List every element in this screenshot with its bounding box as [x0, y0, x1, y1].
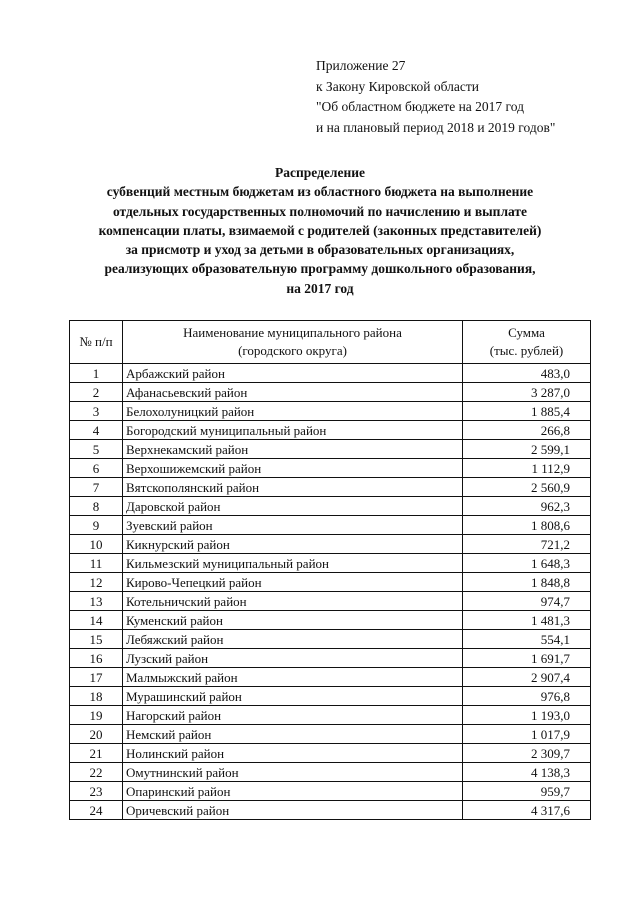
- row-amount: 2 907,4: [463, 668, 591, 687]
- row-amount: 1 848,8: [463, 573, 591, 592]
- row-amount: 1 648,3: [463, 554, 591, 573]
- header-name-line2: (городского округа): [238, 343, 347, 358]
- title-line: на 2017 год: [286, 280, 354, 296]
- row-number: 4: [70, 421, 123, 440]
- row-number: 5: [70, 440, 123, 459]
- header-name: [123, 321, 463, 364]
- table-row: [70, 478, 591, 497]
- row-district-name: Немский район: [123, 725, 463, 744]
- row-number: 18: [70, 687, 123, 706]
- row-district-name: Лебяжский район: [123, 630, 463, 649]
- table-row: [70, 535, 591, 554]
- header-sum-line2: (тыс. рублей): [489, 343, 564, 358]
- row-amount: 959,7: [463, 782, 591, 801]
- appendix-number: Приложение 27: [316, 58, 406, 73]
- row-amount: 962,3: [463, 497, 591, 516]
- table-row: [70, 573, 591, 592]
- table-row: [70, 649, 591, 668]
- table-row: [70, 402, 591, 421]
- row-number: 15: [70, 630, 123, 649]
- row-district-name: Мурашинский район: [123, 687, 463, 706]
- row-amount: 974,7: [463, 592, 591, 611]
- row-district-name: Кикнурский район: [123, 535, 463, 554]
- distribution-table: [69, 320, 591, 820]
- row-number: 1: [70, 364, 123, 383]
- row-number: 17: [70, 668, 123, 687]
- table-row: [70, 459, 591, 478]
- row-amount: 1 193,0: [463, 706, 591, 725]
- table-row: [70, 554, 591, 573]
- header-sum-line1: Сумма: [508, 325, 545, 340]
- header-sum: [463, 321, 591, 364]
- row-district-name: Верхнекамский район: [123, 440, 463, 459]
- row-amount: 721,2: [463, 535, 591, 554]
- header-name-line1: Наименование муниципального района: [183, 325, 402, 340]
- row-district-name: Оричевский район: [123, 801, 463, 820]
- row-amount: 554,1: [463, 630, 591, 649]
- table-header-row: [70, 321, 591, 364]
- row-amount: 976,8: [463, 687, 591, 706]
- row-number: 20: [70, 725, 123, 744]
- row-district-name: Нагорский район: [123, 706, 463, 725]
- row-district-name: Кирово-Чепецкий район: [123, 573, 463, 592]
- row-number: 23: [70, 782, 123, 801]
- row-district-name: Малмыжский район: [123, 668, 463, 687]
- row-number: 3: [70, 402, 123, 421]
- table-row: [70, 687, 591, 706]
- table-row: [70, 440, 591, 459]
- row-number: 6: [70, 459, 123, 478]
- row-number: 12: [70, 573, 123, 592]
- table-row: [70, 706, 591, 725]
- row-amount: 3 287,0: [463, 383, 591, 402]
- row-amount: 1 808,6: [463, 516, 591, 535]
- row-amount: 1 112,9: [463, 459, 591, 478]
- row-amount: 4 138,3: [463, 763, 591, 782]
- row-amount: 483,0: [463, 364, 591, 383]
- table-row: [70, 744, 591, 763]
- table-row: [70, 383, 591, 402]
- table-row: [70, 611, 591, 630]
- row-number: 9: [70, 516, 123, 535]
- row-district-name: Омутнинский район: [123, 763, 463, 782]
- table-row: [70, 782, 591, 801]
- table-row: [70, 668, 591, 687]
- row-district-name: Лузский район: [123, 649, 463, 668]
- row-number: 11: [70, 554, 123, 573]
- table-row: [70, 801, 591, 820]
- row-number: 13: [70, 592, 123, 611]
- table-row: [70, 725, 591, 744]
- title-line: компенсации платы, взимаемой с родителей (законных представителей): [98, 222, 542, 238]
- row-amount: 2 309,7: [463, 744, 591, 763]
- row-district-name: Афанасьевский район: [123, 383, 463, 402]
- table-row: [70, 421, 591, 440]
- row-number: 10: [70, 535, 123, 554]
- title-line: субвенций местным бюджетам из областного бюджета на выполнение: [106, 184, 534, 200]
- row-number: 14: [70, 611, 123, 630]
- table-row: [70, 592, 591, 611]
- row-number: 22: [70, 763, 123, 782]
- row-district-name: Котельничский район: [123, 592, 463, 611]
- appendix-law-period: и на плановый период 2018 и 2019 годов": [316, 119, 556, 135]
- row-district-name: Опаринский район: [123, 782, 463, 801]
- row-district-name: Белохолуницкий район: [123, 402, 463, 421]
- row-district-name: Даровской район: [123, 497, 463, 516]
- row-number: 2: [70, 383, 123, 402]
- row-district-name: Верхошижемский район: [123, 459, 463, 478]
- row-number: 24: [70, 801, 123, 820]
- title-line: за присмотр и уход за детьми в образовательных организациях,: [125, 242, 515, 258]
- table-row: [70, 516, 591, 535]
- row-amount: 1 885,4: [463, 402, 591, 421]
- row-amount: 2 599,1: [463, 440, 591, 459]
- row-district-name: Вятскополянский район: [123, 478, 463, 497]
- row-amount: 1 691,7: [463, 649, 591, 668]
- row-amount: 266,8: [463, 421, 591, 440]
- row-amount: 2 560,9: [463, 478, 591, 497]
- appendix-law-title: "Об областном бюджете на 2017 год: [316, 99, 524, 114]
- row-number: 7: [70, 478, 123, 497]
- row-amount: 1 017,9: [463, 725, 591, 744]
- row-district-name: Куменский район: [123, 611, 463, 630]
- row-number: 21: [70, 744, 123, 763]
- appendix-law-ref: к Закону Кировской области: [316, 78, 480, 94]
- row-number: 19: [70, 706, 123, 725]
- row-number: 16: [70, 649, 123, 668]
- table-row: [70, 497, 591, 516]
- table-row: [70, 630, 591, 649]
- table-row: [70, 763, 591, 782]
- document-title: [40, 163, 600, 298]
- row-district-name: Арбажский район: [123, 364, 463, 383]
- title-line: отдельных государственных полномочий по начислению и выплате: [112, 203, 528, 219]
- header-num: № п/п: [70, 321, 123, 364]
- row-amount: 1 481,3: [463, 611, 591, 630]
- appendix-header: [316, 56, 555, 138]
- row-number: 8: [70, 497, 123, 516]
- table-row: [70, 364, 591, 383]
- title-line: реализующих образовательную программу дошкольного образования,: [104, 261, 536, 277]
- row-amount: 4 317,6: [463, 801, 591, 820]
- row-district-name: Кильмезский муниципальный район: [123, 554, 463, 573]
- row-district-name: Зуевский район: [123, 516, 463, 535]
- row-district-name: Нолинский район: [123, 744, 463, 763]
- title-line: Распределение: [274, 165, 366, 180]
- row-district-name: Богородский муниципальный район: [123, 421, 463, 440]
